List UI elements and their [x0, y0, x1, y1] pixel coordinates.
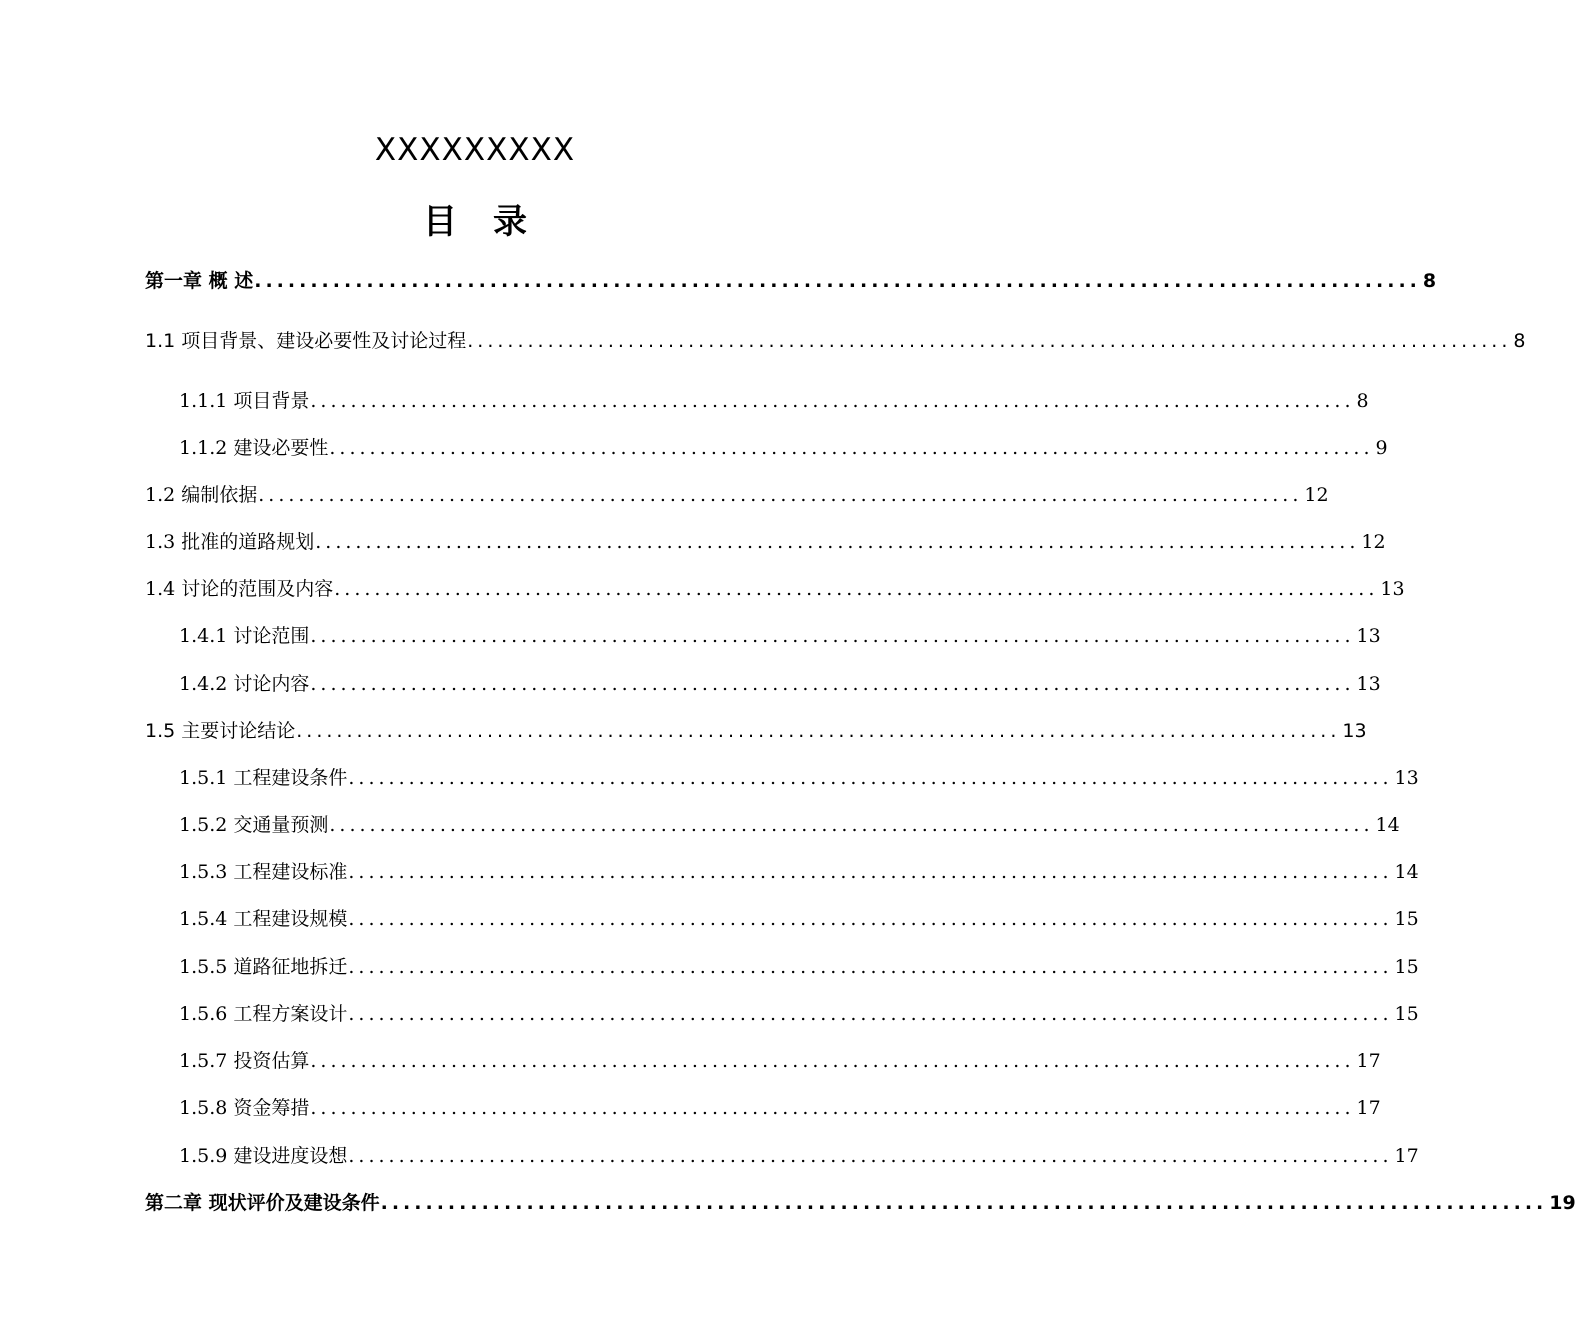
dot-leader: ........................................................................................................ — [315, 531, 1360, 553]
toc-entry-page: 8 — [1513, 330, 1526, 352]
toc-entry-page: 8 — [1422, 270, 1437, 292]
toc-heading-char-1: 目 — [423, 202, 457, 242]
toc-entry-label: 1.3 批准的道路规划 — [145, 531, 315, 553]
toc-entry-label: 1.5 主要讨论结论 — [145, 720, 296, 742]
toc-entry-1-5-3[interactable] — [179, 857, 1419, 887]
dot-leader: ........................................................................................................ — [310, 625, 1355, 647]
toc-entry-page: 19 — [1549, 1192, 1576, 1214]
toc-entry-1-5-7[interactable] — [179, 1046, 1381, 1076]
dot-leader: ........................................................................................................ — [329, 814, 1374, 836]
toc-entry-page: 14 — [1375, 814, 1400, 836]
toc-entry-1-5[interactable] — [145, 716, 1367, 746]
toc-entry-label: 1.5.1 工程建设条件 — [179, 767, 348, 789]
toc-entry-page: 13 — [1394, 767, 1419, 789]
toc-entry-label: 1.4.1 讨论范围 — [179, 625, 310, 647]
toc-entry-1-5-4[interactable] — [179, 904, 1419, 934]
toc-entry-label: 1.2 编制依据 — [145, 484, 258, 506]
toc-entry-page: 13 — [1342, 720, 1367, 742]
toc-entry-page: 13 — [1380, 578, 1405, 600]
toc-entry-label: 1.5.7 投资估算 — [179, 1050, 310, 1072]
toc-entry-1-5-5[interactable] — [179, 952, 1419, 982]
toc-entry-page: 13 — [1356, 673, 1381, 695]
dot-leader: ........................................................................................................ — [467, 330, 1512, 352]
toc-entry-page: 15 — [1394, 956, 1419, 978]
toc-entry-label: 1.5.9 建设进度设想 — [179, 1145, 348, 1167]
toc-entry-1-2[interactable] — [145, 480, 1329, 510]
dot-leader: ........................................................................................................ — [310, 390, 1355, 412]
toc-entry-label: 第二章 现状评价及建设条件 — [145, 1192, 380, 1214]
toc-entry-page: 17 — [1394, 1145, 1419, 1167]
toc-entry-page: 8 — [1356, 390, 1369, 412]
toc-entry-label: 1.4.2 讨论内容 — [179, 673, 310, 695]
dot-leader: ........................................................................................................ — [258, 484, 1303, 506]
toc-entry-page: 12 — [1304, 484, 1329, 506]
dot-leader: ........................................................................................................ — [348, 956, 1393, 978]
dot-leader: ........................................................................................................ — [380, 1192, 1548, 1214]
toc-entry-label: 第一章 概 述 — [145, 270, 254, 292]
dot-leader: ........................................................................................................ — [329, 437, 1374, 459]
toc-entry-1-5-9[interactable] — [179, 1141, 1419, 1171]
toc-entry-label: 1.1.1 项目背景 — [179, 390, 310, 412]
dot-leader: ........................................................................................................ — [348, 1145, 1393, 1167]
dot-leader: ........................................................................................................ — [310, 1097, 1355, 1119]
toc-entry-1-4[interactable] — [145, 574, 1405, 604]
toc-entry-1-5-2[interactable] — [179, 810, 1400, 840]
toc-entry-label: 1.4 讨论的范围及内容 — [145, 578, 334, 600]
document-title: XXXXXXXXX — [374, 132, 576, 168]
toc-entry-label: 1.5.6 工程方案设计 — [179, 1003, 348, 1025]
dot-leader: ........................................................................................................ — [310, 1050, 1355, 1072]
dot-leader: ........................................................................................................ — [348, 767, 1393, 789]
toc-entry-page: 15 — [1394, 1003, 1419, 1025]
toc-entry-page: 9 — [1375, 437, 1388, 459]
toc-entry-label: 1.5.5 道路征地拆迁 — [179, 956, 348, 978]
dot-leader: ........................................................................................................ — [348, 1003, 1393, 1025]
toc-entry-page: 17 — [1356, 1097, 1381, 1119]
toc-entry-page: 12 — [1361, 531, 1386, 553]
dot-leader: ........................................................................................................ — [254, 270, 1421, 292]
toc-entry-1-5-6[interactable] — [179, 999, 1419, 1029]
toc-entry-page: 13 — [1356, 625, 1381, 647]
toc-entry-chapter-2[interactable] — [145, 1188, 1576, 1218]
toc-entry-1-3[interactable] — [145, 527, 1386, 557]
dot-leader: ........................................................................................................ — [296, 720, 1341, 742]
toc-entry-label: 1.1.2 建设必要性 — [179, 437, 329, 459]
toc-entry-1-1-2[interactable] — [179, 433, 1388, 463]
dot-leader: ........................................................................................................ — [348, 861, 1393, 883]
toc-entry-label: 1.5.4 工程建设规模 — [179, 908, 348, 930]
toc-entry-label: 1.5.8 资金筹措 — [179, 1097, 310, 1119]
toc-entry-1-4-2[interactable] — [179, 669, 1381, 699]
dot-leader: ........................................................................................................ — [310, 673, 1355, 695]
toc-entry-label: 1.1 项目背景、建设必要性及讨论过程 — [145, 330, 467, 352]
toc-entry-page: 17 — [1356, 1050, 1381, 1072]
toc-entry-label: 1.5.2 交通量预测 — [179, 814, 329, 836]
toc-entry-page: 15 — [1394, 908, 1419, 930]
toc-entry-label: 1.5.3 工程建设标准 — [179, 861, 348, 883]
toc-entry-1-4-1[interactable] — [179, 621, 1381, 651]
toc-entry-1-5-8[interactable] — [179, 1093, 1381, 1123]
toc-entry-chapter-1[interactable] — [145, 266, 1437, 296]
dot-leader: ........................................................................................................ — [348, 908, 1393, 930]
toc-entry-1-5-1[interactable] — [179, 763, 1419, 793]
dot-leader: ........................................................................................................ — [334, 578, 1379, 600]
toc-heading — [0, 196, 950, 248]
toc-entry-page: 14 — [1394, 861, 1419, 883]
toc-entry-1-1[interactable] — [145, 326, 1526, 356]
toc-heading-char-2: 录 — [493, 202, 527, 242]
toc-entry-1-1-1[interactable] — [179, 386, 1369, 416]
